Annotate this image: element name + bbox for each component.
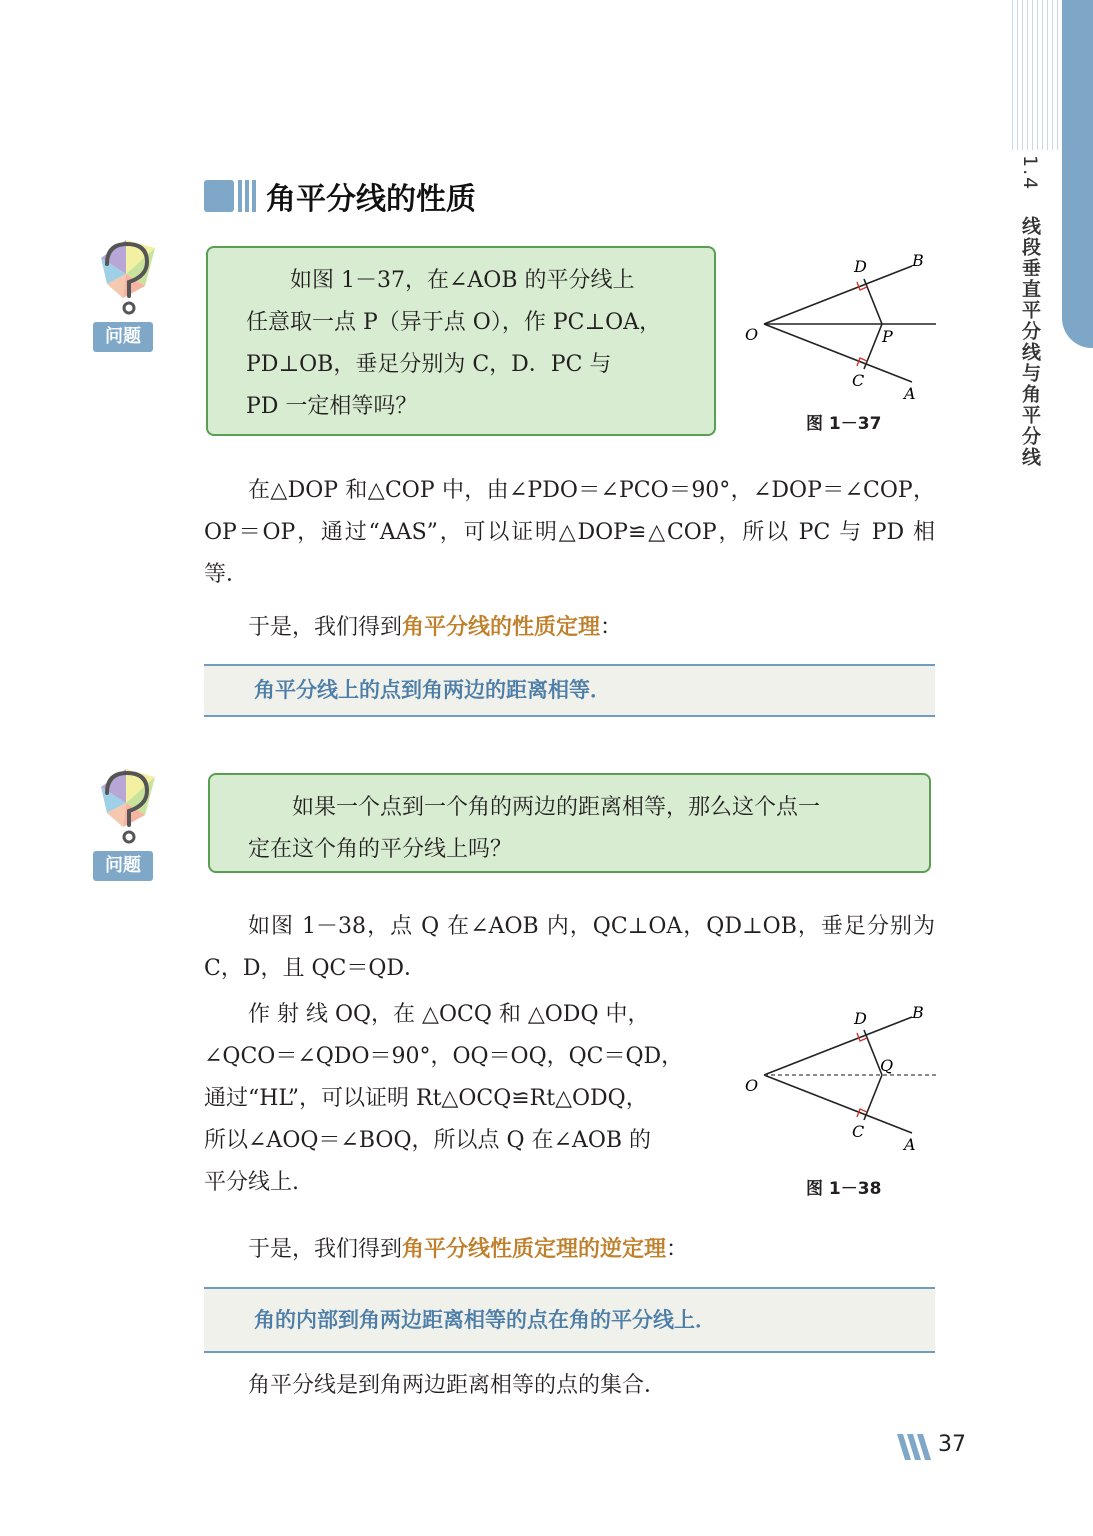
intro1-prefix: 于是，我们得到 bbox=[248, 615, 403, 640]
figure-1-37 bbox=[740, 248, 940, 406]
theorem-box-2 bbox=[204, 1287, 935, 1353]
section-title: 角平分线的性质 bbox=[266, 182, 476, 217]
side-decoration-lines bbox=[1012, 0, 1060, 150]
label-a: A bbox=[904, 1135, 916, 1154]
label-b: B bbox=[912, 1003, 924, 1022]
question-mark-icon bbox=[93, 236, 159, 320]
segment-pc bbox=[864, 324, 882, 369]
section-heading-icon bbox=[204, 180, 260, 212]
badge-label: 问题 bbox=[93, 851, 153, 881]
figure-1-38-caption: 图 1－38 bbox=[806, 1179, 882, 1199]
paragraph-proof-2 bbox=[204, 994, 724, 1204]
theorem-name-2: 角平分线性质定理的逆定理 bbox=[402, 1237, 667, 1262]
ray-ob bbox=[764, 266, 912, 324]
problem1-line4: PD 一定相等吗？ bbox=[246, 394, 418, 419]
label-o: O bbox=[745, 1076, 759, 1095]
theorem-box-1 bbox=[204, 664, 935, 717]
figure-1-37-caption: 图 1－37 bbox=[806, 414, 882, 434]
label-b: B bbox=[912, 251, 924, 270]
section-number: 1.4 bbox=[1019, 155, 1041, 192]
problem2-line1: 如果一个点到一个角的两边的距离相等，那么这个点一 bbox=[292, 795, 821, 820]
problem-box-2 bbox=[208, 773, 931, 873]
problem-badge bbox=[93, 236, 159, 352]
badge-label: 问题 bbox=[93, 322, 153, 352]
theorem-name-1: 角平分线的性质定理 bbox=[402, 615, 601, 640]
para3-line3: 通过“HL”，可以证明 Rt△OCQ≌Rt△ODQ， bbox=[204, 1086, 648, 1111]
paragraph-setup-2 bbox=[204, 906, 935, 990]
para3-line1: 作 射 线 OQ，在 △OCQ 和 △ODQ 中， bbox=[248, 1002, 650, 1027]
chapter-tab bbox=[1062, 0, 1093, 348]
problem1-line3: PD⊥OB，垂足分别为 C，D．PC 与 bbox=[246, 352, 612, 377]
label-q: Q bbox=[880, 1056, 894, 1075]
label-c: C bbox=[852, 1122, 865, 1141]
figure-1-38 bbox=[740, 1000, 940, 1158]
page-number: 37 bbox=[938, 1432, 966, 1457]
segment-pd bbox=[864, 279, 882, 324]
segment-qc bbox=[864, 1075, 882, 1120]
label-p: P bbox=[882, 327, 893, 346]
theorem-2-text: 角的内部到角两边距离相等的点在角的平分线上． bbox=[254, 1308, 716, 1332]
problem1-line1: 如图 1－37，在∠AOB 的平分线上 bbox=[290, 268, 635, 293]
intro1-suffix: ： bbox=[600, 615, 623, 640]
problem-box-1 bbox=[206, 246, 716, 436]
question-mark-icon bbox=[93, 765, 159, 849]
para3-line4: 所以∠AOQ＝∠BOQ，所以点 Q 在∠AOB 的 bbox=[204, 1128, 652, 1153]
conclusion bbox=[204, 1365, 935, 1407]
ray-oa bbox=[764, 1075, 912, 1133]
theorem-1-text: 角平分线上的点到角两边的距离相等． bbox=[254, 678, 611, 702]
label-d: D bbox=[854, 257, 867, 276]
intro-theorem-2 bbox=[204, 1229, 935, 1271]
intro2-prefix: 于是，我们得到 bbox=[248, 1237, 403, 1262]
label-o: O bbox=[745, 325, 759, 344]
intro-theorem-1 bbox=[204, 607, 935, 649]
chapter-side-title bbox=[1018, 155, 1044, 468]
paragraph-1-text: 在△DOP 和△COP 中，由∠PDO＝∠PCO＝90°，∠DOP＝∠COP，OP＝OP，通过“AAS”，可以证明△DOP≌△COP，所以 PC 与 PD 相等． bbox=[204, 478, 935, 587]
problem2-line2: 定在这个角的平分线上吗？ bbox=[248, 837, 513, 862]
para3-line5: 平分线上. bbox=[204, 1170, 299, 1195]
label-c: C bbox=[852, 371, 865, 390]
para3-line2: ∠QCO＝∠QDO＝90°，OQ＝OQ，QC＝QD， bbox=[204, 1044, 684, 1069]
conclusion-text: 角平分线是到角两边距离相等的点的集合． bbox=[248, 1373, 667, 1398]
problem1-line2: 任意取一点 P（异于点 O），作 PC⊥OA， bbox=[246, 310, 662, 335]
problem-badge bbox=[93, 765, 159, 881]
page-number-decoration-icon bbox=[897, 1434, 937, 1460]
label-a: A bbox=[904, 384, 916, 403]
intro2-suffix: ： bbox=[666, 1237, 689, 1262]
chapter-title: 线段垂直平分线与角平分线 bbox=[1019, 215, 1041, 468]
paragraph-proof-1 bbox=[204, 470, 935, 596]
paragraph-2-text: 如图 1－38，点 Q 在∠AOB 内，QC⊥OA，QD⊥OB，垂足分别为 C，D，且 QC＝QD． bbox=[204, 914, 935, 981]
label-d: D bbox=[854, 1009, 867, 1028]
